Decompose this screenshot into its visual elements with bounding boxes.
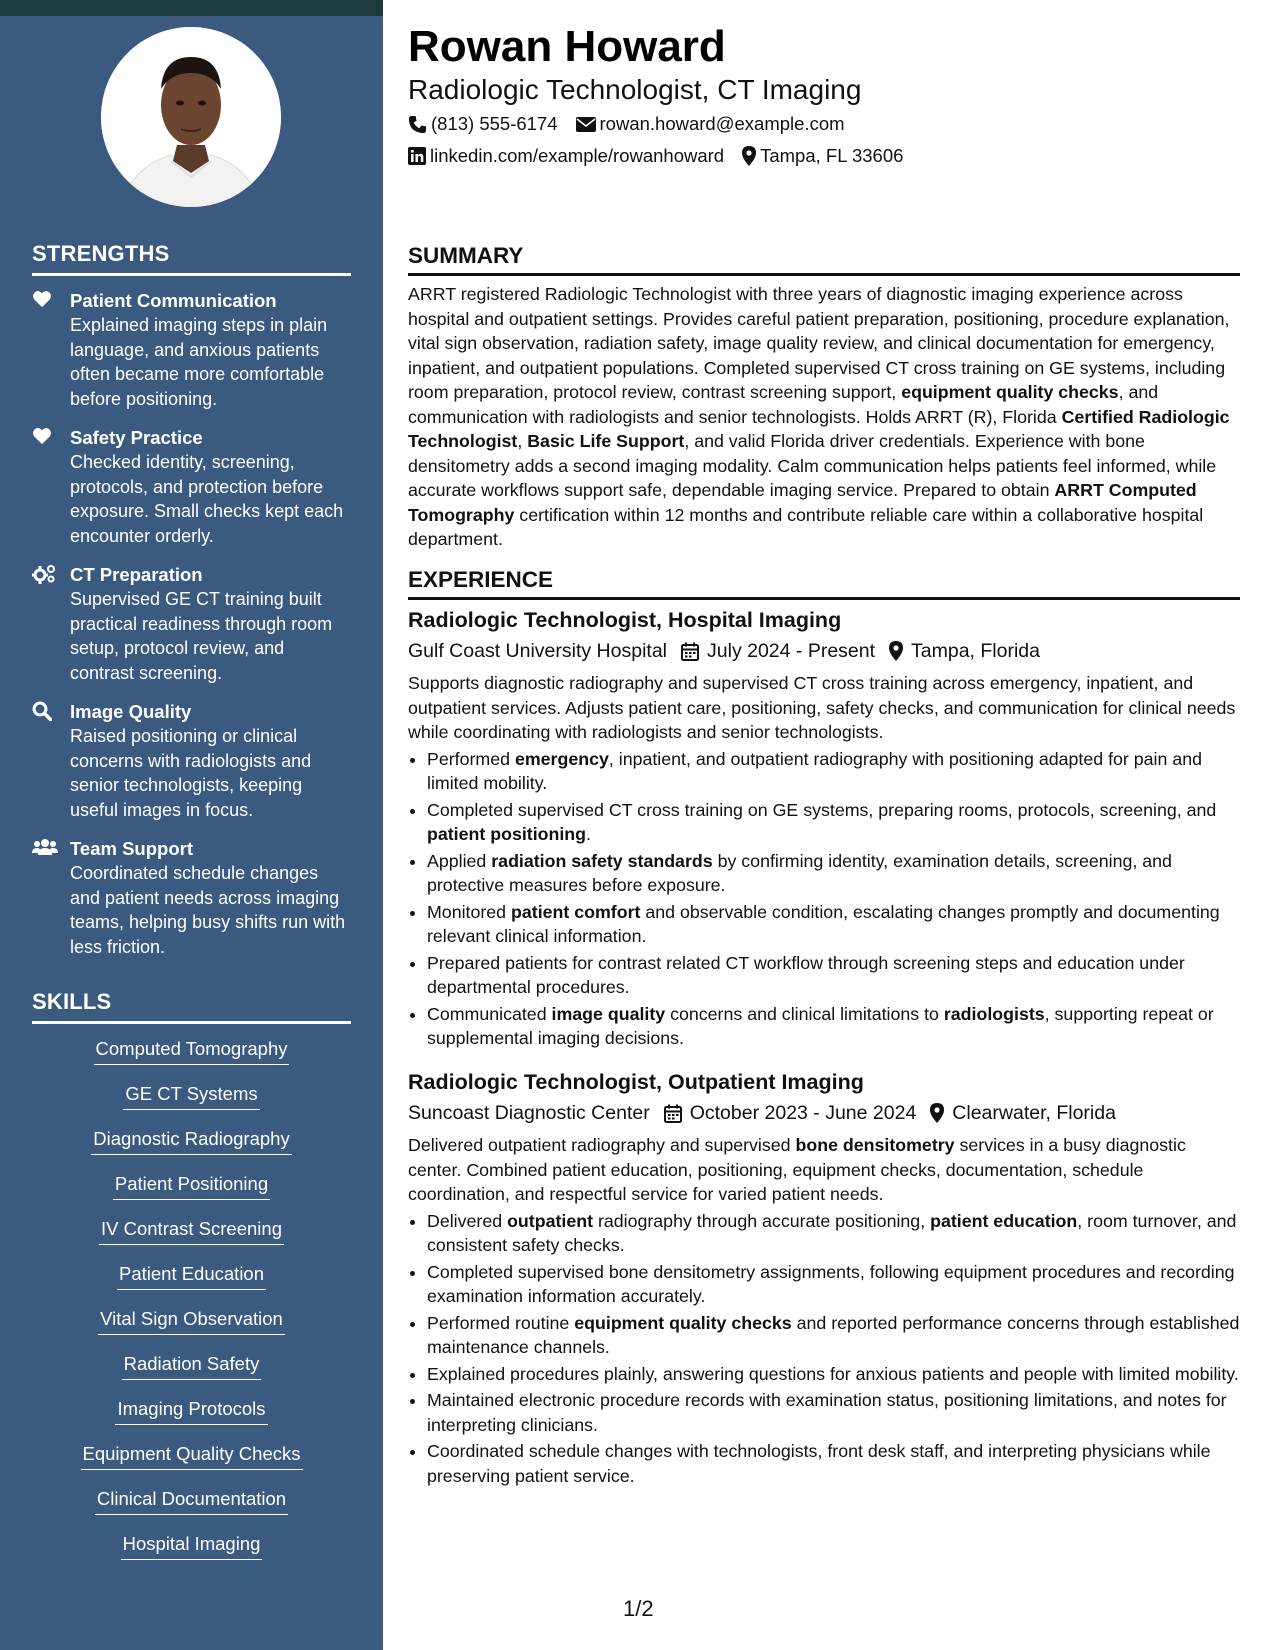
skill-tag: Radiation Safety xyxy=(122,1352,262,1380)
text-run: Maintained electronic procedure records with examination status, positioning limitations, and notes for interpreting clinicians. xyxy=(427,1390,1227,1435)
bullet-item xyxy=(427,1362,1240,1387)
strength-item xyxy=(32,836,352,959)
job-entry xyxy=(408,1068,1240,1490)
strength-text: Explained imaging steps in plain language, and anxious patients often became more comfortable before positioning. xyxy=(70,315,328,409)
heart-icon xyxy=(32,427,56,447)
strength-text: Checked identity, screening, protocols, and protection before exposure. Small checks kept each encounter orderly. xyxy=(70,452,344,546)
avatar-photo xyxy=(101,27,281,207)
sidebar xyxy=(0,0,383,1650)
bold-text: Basic Life Support xyxy=(527,431,685,451)
bullet-item xyxy=(427,951,1240,1000)
dates-text: October 2023 - June 2024 xyxy=(689,1102,917,1124)
page-number: 1/2 xyxy=(623,1596,654,1621)
job-bullets xyxy=(408,1209,1240,1489)
skill-tag: IV Contrast Screening xyxy=(99,1217,284,1245)
text-run: certification within 12 months and contribute reliable care within a collaborative hospital department. xyxy=(408,504,1204,549)
job-bullets xyxy=(408,747,1240,1051)
phone-text: (813) 555-6174 xyxy=(431,113,558,134)
skill-tag: Clinical Documentation xyxy=(95,1487,288,1515)
job-meta xyxy=(408,637,1240,665)
text-run: , inpatient, and outpatient radiography with positioning adapted for pain and limited mobility. xyxy=(427,748,1202,793)
strength-text: Raised positioning or clinical concerns with radiologists and senior technologists, keeping useful images in focus. xyxy=(70,726,312,820)
skills-list xyxy=(32,1037,351,1577)
candidate-name: Rowan Howard xyxy=(408,22,726,71)
skill-tag: Vital Sign Observation xyxy=(98,1307,285,1335)
bold-text: emergency xyxy=(514,748,609,769)
bullet-item xyxy=(427,1439,1240,1488)
text-run: , xyxy=(517,431,528,451)
strength-text: Coordinated schedule changes and patient needs across imaging teams, helping busy shifts run with less friction. xyxy=(70,863,346,957)
skill-tag: Imaging Protocols xyxy=(115,1397,267,1425)
location-text: Clearwater, Florida xyxy=(952,1102,1116,1124)
bold-text: outpatient xyxy=(507,1210,593,1231)
job-location xyxy=(930,1099,1116,1127)
job-meta xyxy=(408,1099,1240,1127)
email-contact[interactable] xyxy=(576,113,845,135)
job-dates xyxy=(681,637,875,665)
job-description: Supports diagnostic radiography and supervised CT cross training across emergency, inpatient, and outpatient services. Adjusts patient care, positioning, safety checks, and communication for clinical needs while coordinating with radiologists and senior technologists. xyxy=(408,673,1236,742)
skill-tag: Patient Positioning xyxy=(113,1172,270,1200)
text-run: radiography through accurate positioning, xyxy=(593,1210,931,1231)
contact-row xyxy=(408,113,863,135)
text-run: , supporting repeat or supplemental imaging decisions. xyxy=(427,1003,1214,1048)
strength-item xyxy=(32,699,352,822)
experience-heading: EXPERIENCE xyxy=(408,567,1240,600)
text-run: , and valid Florida driver credentials. Experience with bone densitometry adds a second imaging modality. Calm communication helps patients feel informed, while accurate workflows support safe, dependable imaging service. Prepared to obtain xyxy=(408,431,1217,500)
text-run: Performed routine xyxy=(427,1312,575,1333)
summary-heading: SUMMARY xyxy=(408,243,1240,276)
text-run: Performed xyxy=(427,748,515,769)
job-title: Radiologic Technologist, Hospital Imaging xyxy=(408,608,842,632)
location-text: Tampa, FL 33606 xyxy=(760,145,904,166)
summary-text xyxy=(408,282,1240,552)
search-icon xyxy=(32,701,56,721)
strength-item xyxy=(32,562,352,685)
strength-title: Patient Communication xyxy=(70,290,277,311)
text-run: and observable condition, escalating changes promptly and documenting relevant clinical information. xyxy=(427,901,1220,946)
heart-icon xyxy=(32,290,56,310)
bullet-item xyxy=(427,900,1240,949)
skill-tag: GE CT Systems xyxy=(123,1082,259,1110)
phone-contact[interactable] xyxy=(408,113,558,135)
text-run: , room turnover, and consistent safety checks. xyxy=(427,1210,1237,1255)
location-contact xyxy=(742,145,903,167)
linkedin-text: linkedin.com/example/rowanhoward xyxy=(430,145,725,166)
text-run: Delivered xyxy=(427,1210,508,1231)
text-run: Completed supervised bone densitometry assignments, following equipment procedures and recording examination information accurately. xyxy=(427,1261,1235,1306)
text-run: by confirming identity, examination details, screening, and protective measures before exposure. xyxy=(427,850,1172,895)
bold-text: ARRT Computed Tomography xyxy=(408,480,1197,525)
bold-text: patient comfort xyxy=(511,901,641,922)
bold-text: bone densitometry xyxy=(795,1135,955,1155)
strength-title: Team Support xyxy=(70,838,193,859)
text-run: , and communication with radiologists and senior technologists. Holds ARRT (R), Florida xyxy=(408,382,1159,427)
location-text: Tampa, Florida xyxy=(911,640,1040,662)
envelope-icon xyxy=(576,117,596,132)
candidate-title: Radiologic Technologist, CT Imaging xyxy=(408,74,862,105)
calendar-icon xyxy=(664,1104,682,1123)
email-text: rowan.howard@example.com xyxy=(599,113,845,134)
bold-text: patient positioning xyxy=(427,824,587,844)
bullet-item xyxy=(427,849,1240,898)
map-pin-icon xyxy=(742,146,756,166)
skill-tag: Patient Education xyxy=(117,1262,266,1290)
text-run: Completed supervised CT cross training on GE systems, preparing rooms, protocols, screening, and xyxy=(427,799,1217,820)
bold-text: equipment quality checks xyxy=(901,382,1119,402)
text-run: Delivered outpatient radiography and supervised xyxy=(408,1135,796,1155)
dates-text: July 2024 - Present xyxy=(707,640,876,662)
strengths-heading: STRENGTHS xyxy=(32,241,351,276)
skill-tag: Computed Tomography xyxy=(94,1037,290,1065)
text-run: concerns and clinical limitations to xyxy=(665,1003,944,1024)
bold-text: Certified Radiologic Technologist xyxy=(408,406,1230,451)
map-pin-icon xyxy=(930,1103,944,1123)
skills-heading: SKILLS xyxy=(32,989,351,1024)
job-description xyxy=(408,1133,1240,1207)
bullet-item xyxy=(427,1002,1240,1051)
text-run: Explained procedures plainly, answering questions for anxious patients and people with limited mobility. xyxy=(427,1363,1239,1384)
job-entry xyxy=(408,606,1240,1053)
strength-item xyxy=(32,288,352,411)
gears-icon xyxy=(32,564,56,584)
calendar-icon xyxy=(681,642,699,661)
bullet-item xyxy=(427,798,1240,847)
bold-text: patient education xyxy=(930,1210,1078,1231)
bold-text: equipment quality checks xyxy=(574,1312,792,1333)
bullet-item xyxy=(427,1209,1240,1258)
map-pin-icon xyxy=(889,641,903,661)
strength-text: Supervised GE CT training built practical readiness through room setup, protocol review, and contrast screening. xyxy=(70,589,333,683)
bold-text: image quality xyxy=(551,1003,666,1024)
bold-text: radiologists xyxy=(943,1003,1045,1024)
bullet-item xyxy=(427,747,1240,796)
bold-text: radiation safety standards xyxy=(491,850,713,871)
contact-row xyxy=(408,145,921,167)
text-run: Applied xyxy=(427,850,492,871)
strength-title: CT Preparation xyxy=(70,564,203,585)
skill-tag: Hospital Imaging xyxy=(121,1532,263,1560)
skill-tag: Diagnostic Radiography xyxy=(91,1127,291,1155)
text-run: and reported performance concerns through established maintenance channels. xyxy=(427,1312,1240,1357)
skill-tag: Equipment Quality Checks xyxy=(81,1442,303,1470)
bullet-item xyxy=(427,1311,1240,1360)
sidebar-top-band xyxy=(0,0,383,16)
bullet-item xyxy=(427,1388,1240,1437)
text-run: Coordinated schedule changes with technologists, front desk staff, and interpreting physicians while preserving patient service. xyxy=(427,1441,1211,1486)
job-dates xyxy=(664,1099,917,1127)
job-location xyxy=(889,637,1040,665)
text-run: Monitored xyxy=(427,901,512,922)
strength-title: Safety Practice xyxy=(70,427,203,448)
employer: Gulf Coast University Hospital xyxy=(408,640,668,662)
phone-icon xyxy=(408,115,427,134)
avatar xyxy=(101,27,281,207)
linkedin-icon xyxy=(408,147,426,165)
text-run: . xyxy=(586,824,591,844)
text-run: Prepared patients for contrast related CT workflow through screening steps and education under departmental procedures. xyxy=(427,952,1185,997)
strength-item xyxy=(32,425,352,548)
strengths-list xyxy=(32,288,352,973)
strength-title: Image Quality xyxy=(70,701,192,722)
text-run: services in a busy diagnostic center. Combined patient education, positioning, equipment checks, documentation, schedule coordination, and respectful service for varied patient needs. xyxy=(408,1135,1186,1204)
text-run: ARRT registered Radiologic Technologist with three years of diagnostic imaging experience across hospital and outpatient settings. Provides careful patient preparation, positioning, procedure explanation, vital sign observation, radiation safety, image quality review, and clinical documentation for emergency, inpatient, and outpatient populations. Completed supervised CT cross training on GE systems, including room preparation, protocol review, contrast screening support, xyxy=(408,284,1230,402)
job-title: Radiologic Technologist, Outpatient Imaging xyxy=(408,1070,864,1094)
bullet-item xyxy=(427,1260,1240,1309)
users-icon xyxy=(32,838,56,858)
linkedin-contact[interactable] xyxy=(408,145,724,167)
text-run: Communicated xyxy=(427,1003,552,1024)
employer: Suncoast Diagnostic Center xyxy=(408,1102,650,1124)
